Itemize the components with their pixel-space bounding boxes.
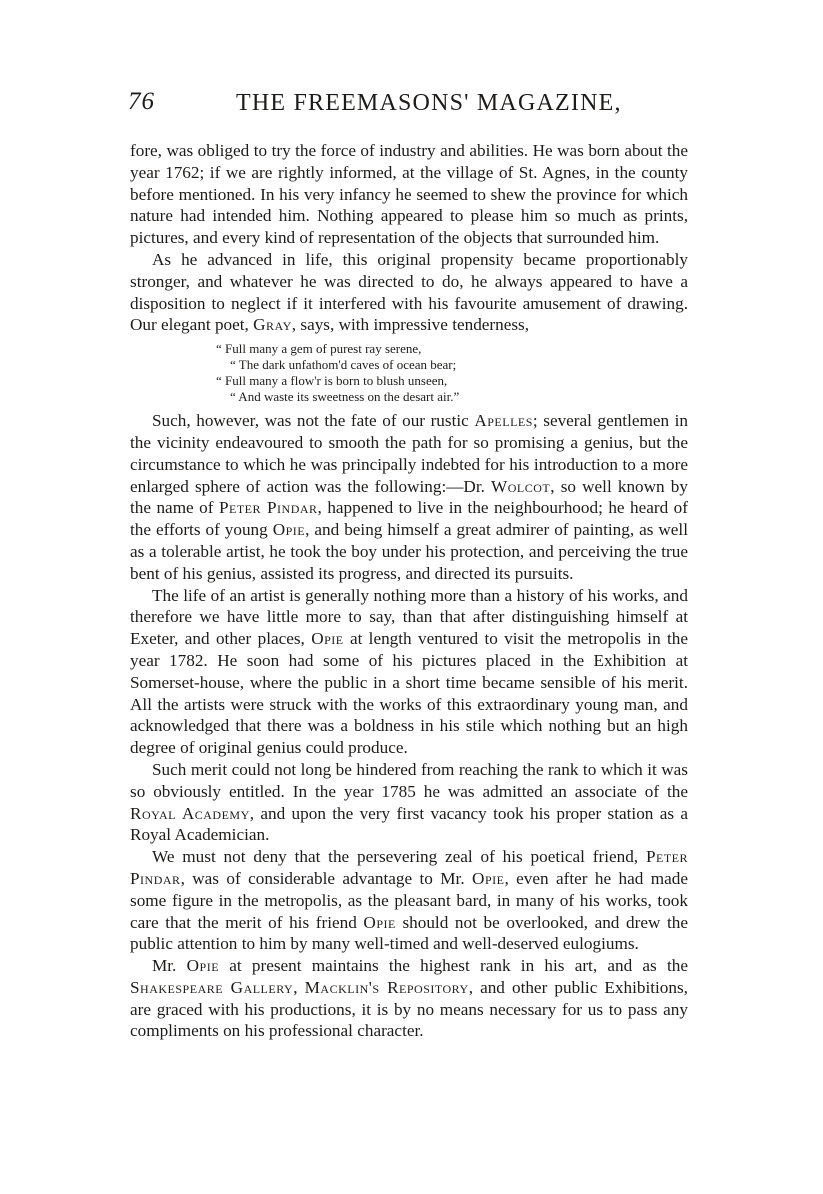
text-run: at length ventured to visit the metropolis in the year 1782. He soon had some of his pictures placed in the Exhibition at Somerset-house, where the public in a short time became sensible of his merit. All the artists were struck with the works of this extraordinary young man, and acknowledged that there was a boldness in his stile which nothing but an high degree of original genius could produce. — [130, 629, 688, 758]
text-run: , even after he had made some figure in the metropolis, as the pleasant bard, in many of his works, took care that the merit of his friend — [130, 868, 688, 932]
small-caps-name: Opie — [472, 868, 505, 888]
text-run: , — [293, 977, 305, 997]
text-run: , was of considerable advantage to Mr. — [180, 868, 473, 888]
small-caps-name: Opie — [272, 520, 306, 540]
paragraph — [130, 410, 688, 584]
paragraph — [130, 140, 688, 249]
text-run: , and being himself a great admirer of painting, as well as a tolerable artist, he took the boy under his protection, and perceiving the true bent of his genius, assisted its progress, and directed its pursuits. — [130, 520, 688, 583]
text-run: , so well known by the name of — [130, 476, 688, 518]
small-caps-name: Peter Pindar — [130, 847, 688, 888]
small-caps-name: Macklin's Repository — [304, 977, 469, 997]
text-run: Such, however, was not the fate of our rustic — [152, 411, 475, 431]
paragraph — [130, 585, 688, 759]
small-caps-name: Opie — [311, 629, 344, 649]
article-body — [130, 140, 688, 1042]
poem-quotation — [216, 341, 688, 405]
paragraphs-after-poem — [130, 410, 688, 1042]
page-number: 76 — [128, 88, 155, 115]
text-run: fore, was obliged to try the force of industry and abilities. He was born about the year 1762; if we are rightly informed, at the village of St. Agnes, in the county before mentioned. In his very infancy he seemed to shew the province for which nature had intended him. Nothing appeared to please him so much as prints, pictures, and every kind of representation of the objects that surrounded him. — [130, 141, 688, 248]
small-caps-name: Royal Academy — [130, 803, 250, 823]
text-run: , and other public Exhibitions, are graced with his productions, it is by no means necessary for us to pass any compliments on his professional character. — [130, 977, 688, 1041]
small-caps-name: Apelles — [474, 411, 533, 431]
small-caps-name: Gray — [253, 315, 292, 335]
poem-line: “ Full many a flow'r is born to blush unseen, — [216, 373, 448, 389]
running-title: THE FREEMASONS' MAGAZINE, — [236, 90, 622, 116]
paragraph — [130, 759, 688, 846]
text-run: As he advanced in life, this original propensity became proportionably stronger, and whatever he was directed to do, he always appeared to have a disposition to neglect if it interfered with his favourite amusement of drawing. Our elegant poet, — [130, 249, 688, 335]
paragraph — [130, 249, 688, 336]
small-caps-name: Shakespeare Gallery — [130, 977, 294, 997]
text-run: , and upon the very first vacancy took his proper station as a Royal Academician. — [130, 803, 688, 845]
text-run: , says, with impressive tenderness, — [291, 315, 530, 335]
paragraph — [130, 955, 688, 1042]
text-run: Such merit could not long be hindered from reaching the rank to which it was so obviously entitled. In the year 1785 he was admitted an associate of the — [130, 759, 688, 801]
page-header — [0, 88, 823, 128]
text-run: The life of an artist is generally nothing more than a history of his works, and therefore we have little more to say, than that after distinguishing himself at Exeter, and other places, — [130, 585, 688, 649]
text-run: , happened to live in the neighbourhood; he heard of the efforts of young — [130, 498, 688, 540]
poem-line: “ The dark unfathom'd caves of ocean bear; — [230, 357, 457, 373]
small-caps-name: Wolcot — [491, 476, 551, 496]
text-run: Mr. — [152, 956, 187, 976]
paragraph — [130, 846, 688, 955]
small-caps-name: Opie — [363, 912, 396, 932]
small-caps-name: Peter Pindar — [218, 498, 318, 518]
text-run: ; several gentlemen in the vicinity endeavoured to smooth the path for so promising a genius, but the circumstance to which he was principally indebted for his introduction to a more enlarged sphere of action was the following:—Dr. — [130, 411, 688, 496]
paragraphs-before-poem — [130, 140, 688, 336]
text-run: We must not deny that the persevering zeal of his poetical friend, — [152, 847, 646, 867]
text-run: should not be overlooked, and drew the public attention to him by many well-timed and well-deserved eulogiums. — [130, 912, 688, 954]
poem-line: “ And waste its sweetness on the desart air.” — [230, 389, 460, 405]
text-run: at present maintains the highest rank in his art, and as the — [219, 956, 688, 976]
small-caps-name: Opie — [186, 956, 220, 976]
poem-line: “ Full many a gem of purest ray serene, — [216, 341, 422, 357]
